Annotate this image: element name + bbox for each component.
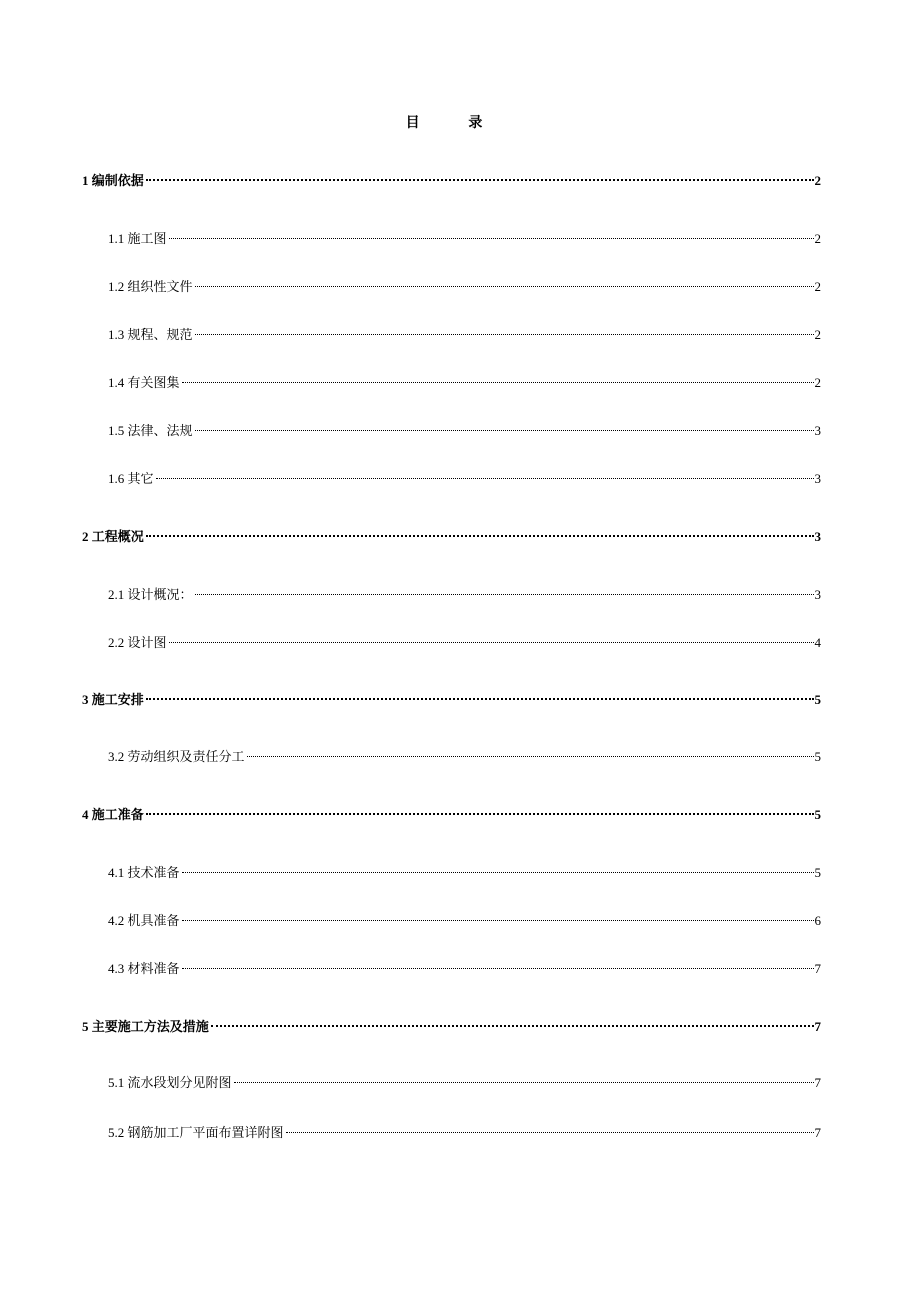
dot-leader (234, 1082, 814, 1083)
toc-page-number: 6 (814, 913, 821, 928)
toc-entry-label: 3.2 劳动组织及责任分工 (108, 749, 245, 764)
toc-page-number: 5 (814, 865, 821, 880)
toc-entry-label: 1.4 有关图集 (108, 375, 180, 390)
dot-leader (195, 594, 814, 595)
toc-page-number: 2 (814, 279, 821, 294)
toc-entry-3[interactable] (82, 690, 821, 710)
toc-page-number: 7 (814, 1075, 821, 1090)
toc-entry-label: 1.1 施工图 (108, 231, 167, 246)
toc-entry-label: 5.1 流水段划分见附图 (108, 1075, 232, 1090)
toc-entry-1-6[interactable] (108, 469, 821, 489)
dot-leader (182, 968, 814, 969)
toc-entry-2-2[interactable] (108, 633, 821, 653)
toc-page-number: 2 (814, 375, 821, 390)
dot-leader (169, 238, 814, 239)
dot-leader (146, 698, 814, 700)
toc-entry-2[interactable] (82, 527, 821, 547)
toc-entry-1[interactable] (82, 171, 821, 191)
dot-leader (195, 334, 814, 335)
toc-entry-3-2[interactable] (108, 747, 821, 767)
toc-page-number: 2 (814, 327, 821, 342)
dot-leader (286, 1132, 814, 1133)
toc-entry-label: 4.2 机具准备 (108, 913, 180, 928)
toc-entry-label: 5.2 钢筋加工厂平面布置详附图 (108, 1125, 284, 1140)
toc-entry-label: 4.3 材料准备 (108, 961, 180, 976)
toc-entry-label: 1 编制依据 (82, 173, 144, 188)
toc-page-number: 7 (814, 1019, 821, 1034)
toc-entry-1-1[interactable] (108, 229, 821, 249)
toc-entry-5-2[interactable] (108, 1123, 821, 1143)
toc-entry-4-2[interactable] (108, 911, 821, 931)
dot-leader (247, 756, 814, 757)
toc-entry-label: 5 主要施工方法及措施 (82, 1019, 209, 1034)
toc-page-number: 4 (814, 635, 821, 650)
toc-entry-label: 1.3 规程、规范 (108, 327, 193, 342)
toc-page-number: 5 (814, 749, 821, 764)
toc-entry-label: 2 工程概况 (82, 529, 144, 544)
toc-page-number: 5 (814, 692, 821, 707)
toc-page-number: 3 (814, 529, 821, 544)
dot-leader (169, 642, 814, 643)
toc-page-number: 3 (814, 471, 821, 486)
toc-entry-5-1[interactable] (108, 1073, 821, 1093)
toc-entry-label: 1.2 组织性文件 (108, 279, 193, 294)
toc-entry-5[interactable] (82, 1017, 821, 1037)
dot-leader (182, 382, 814, 383)
toc-page-number: 3 (814, 423, 821, 438)
dot-leader (156, 478, 814, 479)
toc-page-number: 7 (814, 1125, 821, 1140)
toc-entry-1-4[interactable] (108, 373, 821, 393)
dot-leader (211, 1025, 814, 1027)
dot-leader (146, 179, 814, 181)
toc-title: 目 录 (405, 115, 505, 131)
toc-entry-1-5[interactable] (108, 421, 821, 441)
dot-leader (146, 813, 814, 815)
toc-entry-label: 1.6 其它 (108, 471, 154, 486)
toc-page-number: 2 (814, 231, 821, 246)
toc-entry-4[interactable] (82, 805, 821, 825)
toc-page-number: 7 (814, 961, 821, 976)
toc-entry-label: 4 施工准备 (82, 807, 144, 822)
toc-page-number: 2 (814, 173, 821, 188)
dot-leader (195, 430, 814, 431)
toc-entry-2-1[interactable] (108, 585, 821, 605)
toc-entry-label: 3 施工安排 (82, 692, 144, 707)
toc-entry-4-1[interactable] (108, 863, 821, 883)
dot-leader (146, 535, 814, 537)
toc-entry-label: 1.5 法律、法规 (108, 423, 193, 438)
dot-leader (195, 286, 814, 287)
toc-entry-label: 2.1 设计概况： (108, 587, 193, 602)
toc-entry-4-3[interactable] (108, 959, 821, 979)
dot-leader (182, 872, 814, 873)
toc-entry-1-3[interactable] (108, 325, 821, 345)
toc-page-number: 3 (814, 587, 821, 602)
toc-entry-label: 2.2 设计图 (108, 635, 167, 650)
toc-entry-label: 4.1 技术准备 (108, 865, 180, 880)
toc-entry-1-2[interactable] (108, 277, 821, 297)
toc-page-number: 5 (814, 807, 821, 822)
dot-leader (182, 920, 814, 921)
